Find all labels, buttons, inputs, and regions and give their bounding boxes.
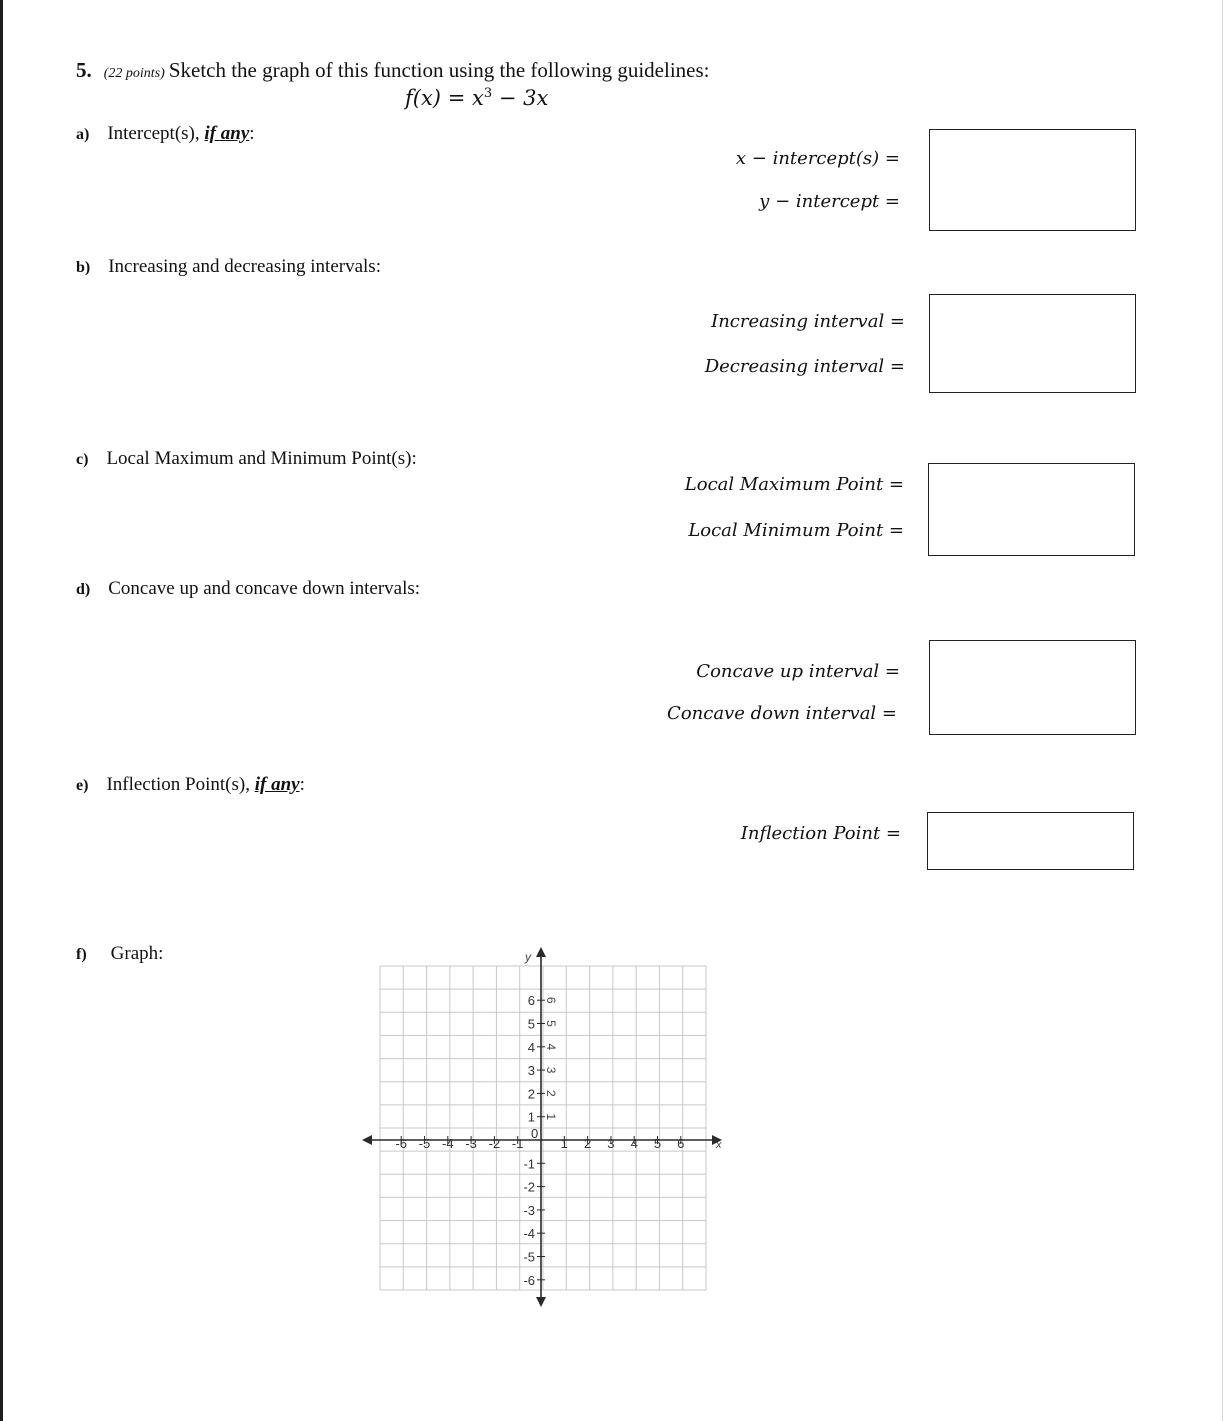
- y-tick-label: 4: [527, 1039, 535, 1055]
- axes: [362, 947, 722, 1307]
- part-c-label: c): [76, 451, 89, 468]
- part-d-text: Concave up and concave down intervals:: [108, 578, 421, 599]
- y-tick-label-rotated: 2: [544, 1090, 558, 1097]
- part-c-text: Local Maximum and Minimum Point(s):: [106, 448, 417, 469]
- x-tick-label: 6: [677, 1136, 685, 1151]
- part-a-text: Intercept(s), if any:: [107, 123, 255, 144]
- y-axis-arrow-up: [536, 947, 546, 957]
- tick-labels: [395, 950, 722, 1288]
- y-tick-label: -5: [523, 1249, 535, 1265]
- x-axis-label: x: [716, 1139, 722, 1151]
- x-tick-label: -6: [395, 1136, 407, 1151]
- y-tick-label: 1: [527, 1109, 535, 1125]
- y-tick-label: -3: [523, 1202, 535, 1218]
- part-f-label: f): [76, 946, 87, 963]
- function-rest: − 3x: [498, 86, 549, 110]
- if-any-emphasis: if any: [254, 774, 300, 795]
- x-tick-label: -2: [488, 1136, 501, 1151]
- y-tick-label-rotated: 4: [544, 1043, 558, 1051]
- decreasing-interval-label: Decreasing interval =: [704, 356, 905, 377]
- local-minimum-label: Local Minimum Point =: [688, 520, 904, 541]
- y-tick-label: -1: [523, 1156, 535, 1172]
- y-tick-label: -4: [523, 1226, 535, 1242]
- question-prompt: Sketch the graph of this function using the following guidelines:: [168, 58, 710, 82]
- y-tick-label-rotated: 5: [544, 1020, 558, 1027]
- part-b-label: b): [76, 259, 91, 276]
- y-axis-label: y: [525, 950, 531, 964]
- part-f-text: Graph:: [110, 943, 164, 964]
- local-maximum-label: Local Maximum Point =: [684, 474, 904, 495]
- x-tick-label: 4: [630, 1136, 638, 1151]
- y-tick-label: -6: [523, 1272, 535, 1288]
- y-tick-label: 3: [527, 1063, 535, 1079]
- x-tick-label: -3: [465, 1136, 477, 1151]
- part-b-text: Increasing and decreasing intervals:: [108, 256, 381, 277]
- inflection-point-label: Inflection Point =: [740, 823, 901, 844]
- part-e-label: e): [76, 777, 89, 794]
- x-tick-label: -4: [442, 1136, 454, 1151]
- y-intercept-label: y − intercept =: [759, 191, 900, 212]
- x-tick-label: 3: [607, 1136, 615, 1151]
- part-d-label: d): [76, 581, 91, 598]
- y-tick-label-rotated: 1: [544, 1113, 558, 1121]
- x-tick-label: 2: [583, 1136, 592, 1151]
- y-tick-label: 6: [527, 993, 535, 1009]
- x-tick-label: -1: [511, 1136, 524, 1151]
- if-any-emphasis: if any: [204, 123, 250, 144]
- x-axis-arrow-left: [362, 1135, 372, 1145]
- grid-lines: [380, 966, 706, 1290]
- increasing-interval-label: Increasing interval =: [711, 311, 905, 332]
- origin-label: 0: [531, 1126, 539, 1141]
- part-a-label: a): [76, 126, 90, 143]
- concave-down-label: Concave down interval =: [667, 703, 897, 724]
- y-tick-label: 5: [527, 1016, 535, 1032]
- x-intercept-label: x − intercept(s) =: [735, 148, 900, 169]
- part-e-text: Inflection Point(s), if any:: [106, 774, 305, 795]
- function-equals: =: [447, 86, 466, 110]
- x-tick-label: -5: [418, 1136, 431, 1151]
- x-tick-label: 1: [560, 1136, 568, 1151]
- concave-up-label: Concave up interval =: [696, 661, 900, 682]
- y-tick-label-rotated: 3: [544, 1066, 558, 1074]
- question-number: 5.: [76, 58, 92, 82]
- function-lhs: f(x): [405, 86, 442, 110]
- question-points: (22 points): [103, 66, 165, 81]
- y-tick-label: 2: [527, 1086, 535, 1102]
- y-axis-arrow-down: [536, 1297, 546, 1307]
- function-exponent: 3: [483, 86, 493, 101]
- y-tick-label-rotated: 6: [544, 996, 558, 1004]
- y-tick-label: -2: [523, 1179, 535, 1195]
- x-tick-label: 5: [653, 1136, 662, 1151]
- function-x: x: [472, 86, 484, 110]
